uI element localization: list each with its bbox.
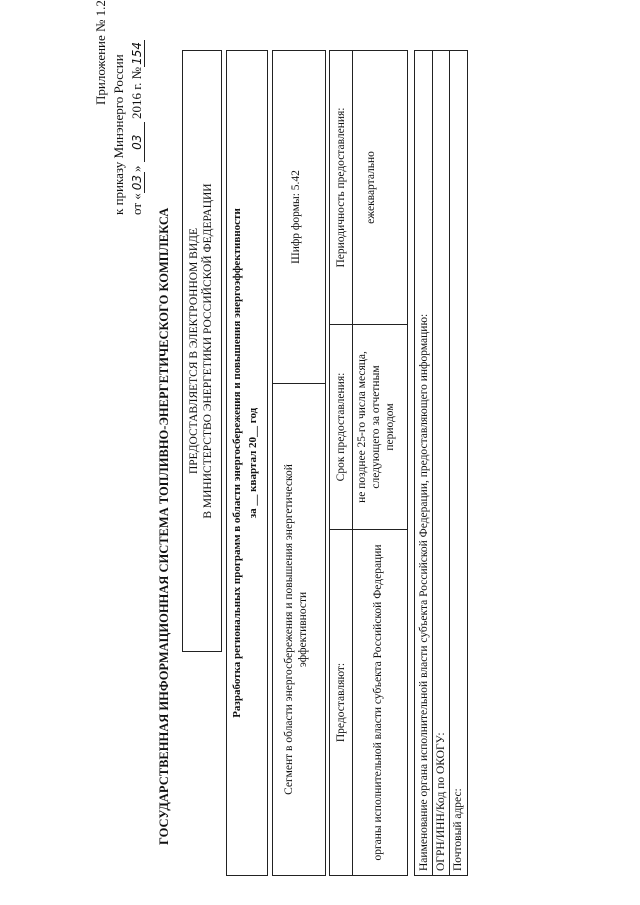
header-deadline: Срок предоставления: — [335, 372, 347, 482]
form-title-box — [226, 50, 268, 876]
date-year-suffix: г. № — [129, 66, 144, 90]
submit-line-1: ПРЕДОСТАВЛЯЕТСЯ В ЭЛЕКТРОННОМ ВИДЕ — [188, 227, 200, 475]
appendix-line-1: Приложение № 1.2 — [93, 0, 108, 105]
header-period: Периодичность предоставления: — [335, 107, 347, 268]
ogrn-label: ОГРН/ИНН/Код по ОКОГУ: — [435, 732, 447, 871]
org-name-label: Наименование органа исполнительной власти субъекта Российской Федерации, предоставляющего информацию: — [418, 313, 430, 871]
segment-line-2: эффективности — [297, 591, 309, 668]
cell-period: ежеквартально — [365, 151, 377, 224]
header-provider: Предоставляют: — [335, 662, 347, 743]
submit-line-2: В МИНИСТЕРСТВО ЭНЕРГЕТИКИ РОССИЙСКОЙ ФЕДЕРАЦИИ — [202, 183, 214, 519]
form-title-line-2: за __ квартал 20__ год — [247, 407, 259, 519]
postal-address-label: Почтовый адрес: — [452, 788, 464, 871]
submit-box — [182, 50, 222, 652]
cell-deadline-3: периодом — [384, 403, 396, 451]
cell-deadline-1: не позднее 25-го числа месяца, — [356, 351, 368, 503]
date-month: 03 — [131, 122, 145, 162]
cell-provider: органы исполнительной власти субъекта Российской Федерации — [372, 544, 384, 861]
main-title: ГОСУДАРСТВЕННАЯ ИНФОРМАЦИОННАЯ СИСТЕМА ТОПЛИВНО-ЭНЕРГЕТИЧЕСКОГО КОМПЛЕКСА — [157, 207, 171, 845]
table-header-divider — [352, 51, 353, 875]
respondent-divider-2 — [449, 51, 450, 875]
date-mid: » — [129, 165, 144, 172]
form-title-line-1: Разработка региональных программ в области энергосбережения и повышения энергоэффективности — [231, 208, 243, 718]
date-year: 2016 — [129, 92, 144, 119]
segment-box — [272, 50, 326, 876]
segment-line-1: Сегмент в области энергосбережения и повышения энергетической — [283, 464, 295, 795]
respondent-info-box — [414, 50, 468, 876]
appendix-line-2: к приказу Минэнерго России — [111, 54, 126, 215]
appendix-date-line — [130, 40, 145, 215]
date-prefix: от « — [129, 193, 144, 215]
respondent-divider-1 — [432, 51, 433, 875]
date-day: 03 — [130, 172, 145, 193]
provision-table — [329, 50, 408, 876]
form-cipher: Шифр формы: 5.42 — [290, 170, 302, 264]
order-number: 154 — [130, 42, 144, 65]
cell-deadline-2: следующего за отчетным — [370, 365, 382, 489]
